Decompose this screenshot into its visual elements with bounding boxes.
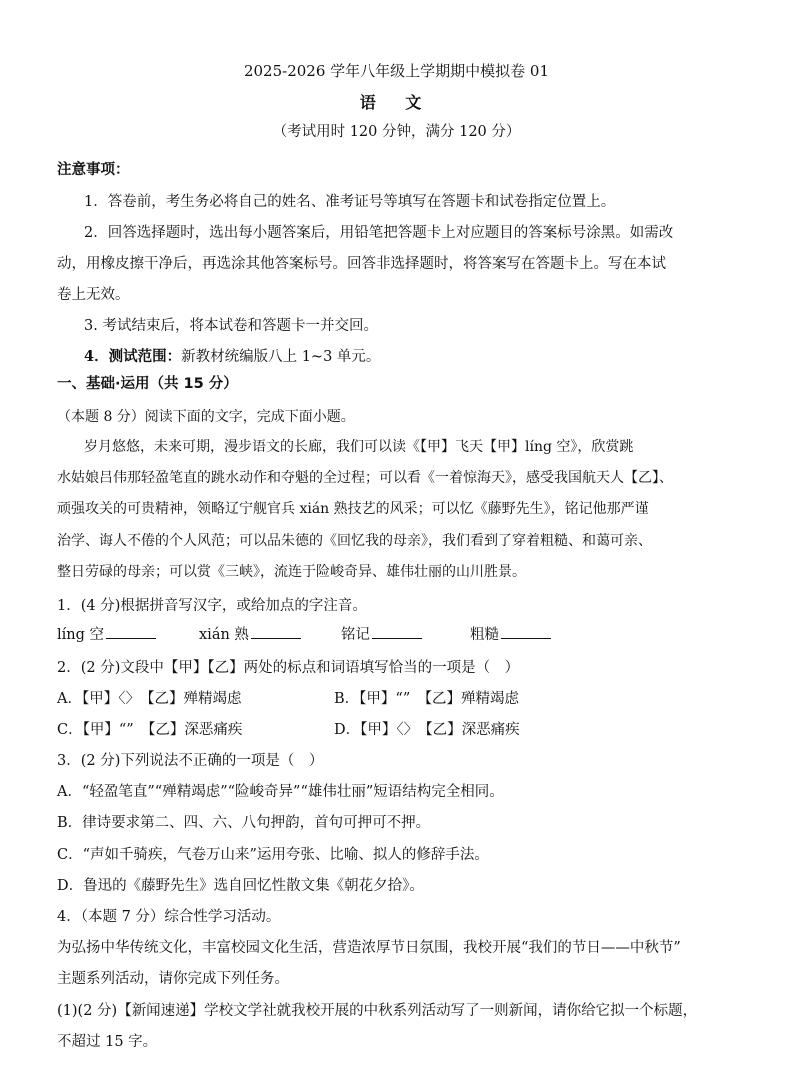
answer-blank[interactable] bbox=[251, 624, 301, 639]
q3-option-b[interactable]: B．律诗要求第二、四、六、八句押韵，首句可押可不押。 bbox=[57, 815, 431, 831]
q2-option-c[interactable]: C．【甲】“” 【乙】深恶痛疾 bbox=[57, 722, 243, 738]
section1-intro: （本题 8 分）阅读下面的文字，完成下面小题。 bbox=[57, 409, 355, 425]
passage-line-1: 岁月悠悠，未来可期，漫步语文的长廊，我们可以读《【甲】飞天【甲】líng 空》，欣赏跳 bbox=[84, 439, 634, 455]
q4-line-2: 主题系列活动，请你完成下列任务。 bbox=[57, 971, 289, 987]
note-item-4 bbox=[84, 345, 764, 366]
answer-blank[interactable] bbox=[372, 624, 422, 639]
exam-title: 2025-2026 学年八年级上学期期中模拟卷 01 bbox=[243, 62, 550, 80]
q2-option-d[interactable]: D．【甲】〈〉 【乙】深恶痛疾 bbox=[334, 722, 520, 738]
section1-heading: 一、基础·运用（共 15 分） bbox=[57, 376, 238, 392]
q3-option-d[interactable]: D．鲁迅的《藤野先生》选自回忆性散文集《朝花夕拾》。 bbox=[57, 878, 424, 894]
q3-stem: 3．(2 分)下列说法不正确的一项是（ ） bbox=[57, 753, 324, 769]
q2-option-b[interactable]: B．【甲】“” 【乙】殚精竭虑 bbox=[334, 691, 519, 707]
note-item-3: 3. 考试结束后，将本试卷和答题卡一并交回。 bbox=[84, 318, 378, 334]
q3-option-a[interactable]: A．“轻盈笔直”“殚精竭虑”“险峻奇异”“雄伟壮丽”短语结构完全相同。 bbox=[57, 784, 504, 800]
q4-line-4: 不超过 15 字。 bbox=[57, 1034, 158, 1050]
exam-time: （考试用时 120 分钟，满分 120 分） bbox=[272, 124, 521, 140]
q2-stem: 2．(2 分)文段中【甲】【乙】两处的标点和词语填写恰当的一项是（ ） bbox=[57, 660, 520, 676]
note-item-2-end: 卷上无效。 bbox=[57, 287, 130, 303]
q3-option-c[interactable]: C．“声如千骑疾，气卷万山来”运用夸张、比喻、拟人的修辞手法。 bbox=[57, 847, 489, 863]
notes-heading: 注意事项： bbox=[57, 162, 130, 178]
note-item-2: 2．回答选择题时，选出每小题答案后，用铅笔把答题卡上对应题目的答案标号涂黑。如需改 bbox=[84, 225, 674, 241]
scope-text: 新教材统编版八上 1~3 单元。 bbox=[181, 349, 381, 365]
subject-title: 语 文 bbox=[359, 93, 434, 112]
q1-item-2: xián 熟 bbox=[199, 623, 301, 644]
passage-line-3: 顽强攻关的可贵精神，领略辽宁舰官兵 xián 熟技艺的风采；可以忆《藤野先生》，铭记他那严谨 bbox=[57, 501, 649, 517]
note-item-2-cont: 动，用橡皮擦干净后，再选涂其他答案标号。回答非选择题时，将答案写在答题卡上。写在本试 bbox=[57, 256, 666, 272]
passage-line-2: 水姑娘吕伟那轻盈笔直的跳水动作和夺魁的全过程；可以看《一着惊海天》，感受我国航天人【乙】、 bbox=[57, 470, 673, 486]
q1-item-1: líng 空 bbox=[57, 623, 156, 644]
answer-blank[interactable] bbox=[501, 624, 551, 639]
q1-stem: 1．(4 分)根据拼音写汉字，或给加点的字注音。 bbox=[57, 598, 367, 614]
passage-line-4: 治学、诲人不倦的个人风范；可以品朱德的《回忆我的母亲》，我们看到了穿着粗糙、和蔼可亲、 bbox=[57, 533, 652, 549]
note-item-1: 1．答卷前，考生务必将自己的姓名、准考证号等填写在答题卡和试卷指定位置上。 bbox=[84, 194, 616, 210]
q1-item-4: 粗糙 bbox=[470, 623, 551, 644]
q2-option-a[interactable]: A．【甲】〈〉 【乙】殚精竭虑 bbox=[57, 691, 242, 707]
q4-line-1: 为弘扬中华传统文化，丰富校园文化生活，营造浓厚节日氛围，我校开展“我们的节日——中秋节” bbox=[57, 940, 681, 956]
passage-line-5: 整日劳碌的母亲；可以赏《三峡》，流连于险峻奇异、雄伟壮丽的山川胜景。 bbox=[57, 564, 526, 580]
answer-blank[interactable] bbox=[106, 624, 156, 639]
q1-item-3: 铭记 bbox=[341, 623, 422, 644]
q4-line-3: (1)(2 分)【新闻速递】学校文学社就我校开展的中秋系列活动写了一则新闻，请你给它拟一个标题， bbox=[57, 1003, 698, 1019]
q4-stem: 4．（本题 7 分）综合性学习活动。 bbox=[57, 909, 281, 925]
scope-label: 4．测试范围： bbox=[84, 348, 182, 365]
